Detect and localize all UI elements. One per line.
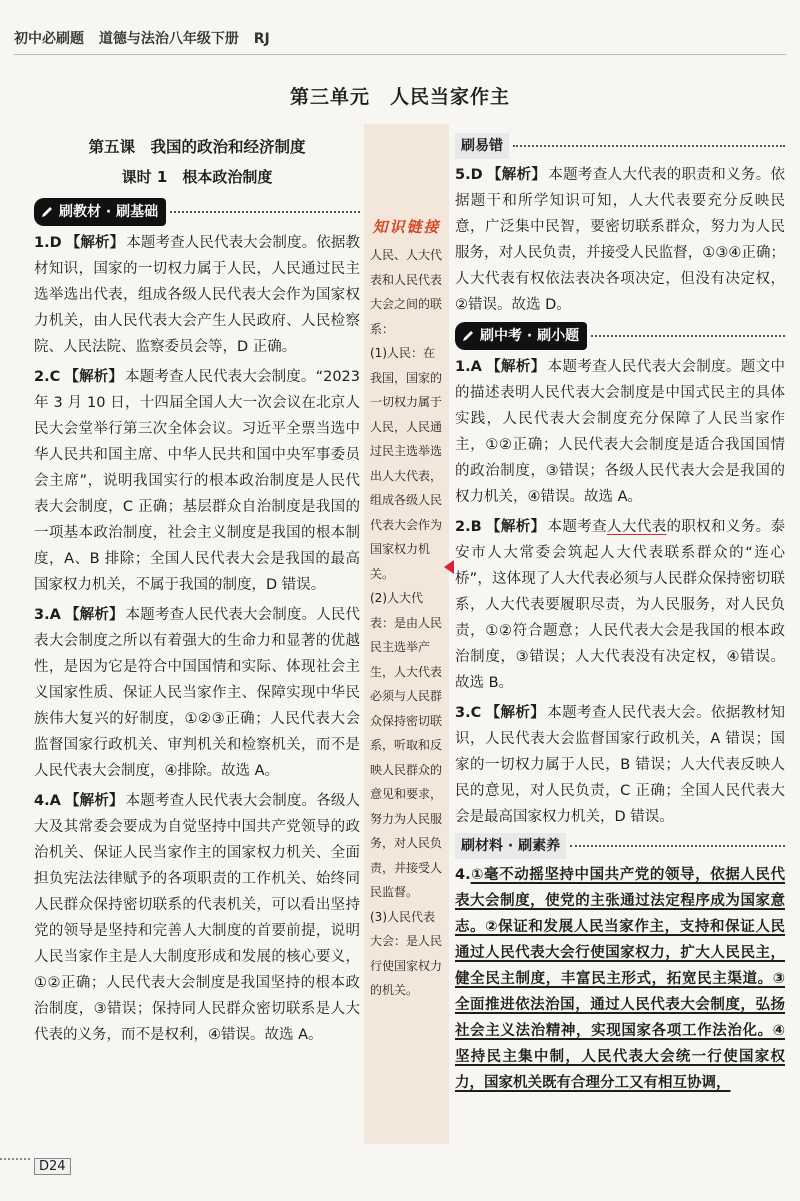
right-column	[455, 130, 785, 1100]
section-banner-textbook	[34, 200, 360, 224]
answer-text: 本题考查人民代表大会制度。“2023 年 3 月 10 日，十四届全国人大一次会议在北京人民大会堂举行第三次全体会议。习近平全票当选中华人民共和国主席、中华人民共和国中央军事委员会主席”，说明我国实行的根本政治制度是人民代表大会制度，C 正确；基层群众自治制度是我国的一项基本政治制度，社会主义制度是我国的根本制度，A、B 排除；全国人民代表大会是我国的最高国家权力机关，不属于我国的制度，D 错误。	[34, 369, 360, 593]
analysis-tag: 【解析】	[485, 705, 546, 721]
answer-item	[34, 230, 360, 360]
page-number: D24	[34, 1158, 71, 1175]
answer-letter: D	[470, 167, 483, 183]
analysis-tag: 【解析】	[485, 359, 546, 375]
sidebar-point-1: (1)人民：在我国，国家的一切权力属于人民，人民通过民主选举选出人大代表，组成各级人民代表大会作为国家权力机关。	[370, 346, 443, 581]
sidebar-point-3: (3)人民代表大会：是人民行使国家权力的机关。	[370, 909, 443, 997]
corner-decoration	[0, 1158, 30, 1160]
answer-letter: A	[49, 793, 61, 809]
answer-text: 的职权和义务。泰安市人大常委会筑起人大代表联系群众的“连心桥”，这体现了人大代表必须与人民群众保持密切联系，人大代表要履职尽责，为人民服务，对人民负责，①②符合题意；人民代表大会是我国的根本政治制度，③错误；人大代表没有决定权，④错误。故选 B。	[455, 519, 786, 691]
left-column	[34, 134, 360, 1052]
answer-letter: B	[470, 519, 482, 535]
analysis-tag: 【解析】	[65, 235, 125, 251]
section-label: 刷教材 · 刷基础	[59, 204, 159, 220]
answer-number: 1.	[34, 235, 50, 251]
answer-item	[34, 602, 360, 784]
analysis-tag: 【解析】	[485, 519, 546, 535]
answer-text: 本题考查	[547, 519, 607, 535]
section-banner-material	[455, 834, 785, 858]
answer-number: 4.	[34, 793, 50, 809]
sidebar-point-2: (2)人大代表：是由人民民主选举产生，人大代表必须与人民群众保持密切联系，听取和反映人民群众的意见和要求，努力为人民服务，对人民负责，并接受人民监督。	[370, 591, 443, 899]
pen-icon	[461, 329, 475, 343]
pen-icon	[40, 205, 54, 219]
answer-item	[455, 162, 785, 318]
answer-text: 本题考查人民代表大会制度。依据教材知识，国家的一切权力属于人民，人民通过民主选举选出代表，组成各级人民代表大会作为国家权力机关，由人民代表大会产生人民政府、人民检察院、人民法院、监察委员会等，D 正确。	[34, 235, 361, 355]
section-banner-easy-mistakes	[455, 134, 785, 158]
answer-number: 2.	[34, 369, 50, 385]
sidebar-title: 知识链接	[372, 218, 441, 236]
answer-number: 5.	[455, 167, 471, 183]
unit-title: 第三单元 人民当家作主	[289, 86, 510, 108]
section-banner-exam	[455, 324, 785, 348]
answer-item	[34, 788, 360, 1048]
answer-item	[455, 862, 785, 1096]
answer-letter: A	[49, 607, 61, 623]
answer-number: 2.	[455, 519, 471, 535]
section-label: 刷材料 · 刷素养	[455, 833, 566, 859]
answer-item	[455, 354, 785, 510]
sidebar-intro: 人民、人大代表和人民代表大会之间的联系：	[370, 248, 443, 336]
answer-letter: D	[49, 235, 62, 251]
section-label: 刷中考 · 刷小题	[480, 328, 580, 344]
answer-number: 4.	[455, 867, 471, 883]
answer-text: 本题考查人民代表大会。依据教材知识，人民代表大会监督国家行政机关，A 错误；国家的一切权力属于人民，B 错误；人大代表反映人民的意见，对人民负责，C 正确；全国人民代表大会是最高国家权力机关，D 错误。	[455, 705, 786, 825]
answer-letter: C	[470, 705, 482, 721]
answer-item	[34, 364, 360, 598]
red-pointer-icon	[444, 560, 454, 574]
answer-text: ①毫不动摇坚持中国共产党的领导，依据人民代表大会制度，使党的主张通过法定程序成为国家意志。②保证和发展人民当家作主，支持和保证人民通过人民代表大会行使国家权力，扩大人民民主，健全民主制度，丰富民主形式，拓宽民主渠道。③全面推进依法治国，通过人民代表大会制度，弘扬社会主义法治精神，实现国家各项工作法治化。④坚持民主集中制，人民代表大会统一行使国家权力，国家机关既有合理分工又有相互协调，	[455, 867, 785, 1091]
highlighted-term: 人大代表	[606, 519, 667, 535]
answer-text: 本题考查人民代表大会制度。题文中的描述表明人民代表大会制度是中国式民主的具体实践，人民代表大会制度充分保障了人民当家作主，①②正确；人民代表大会制度是适合我国国情的政治制度，③错误；各级人民代表大会是我国的权力机关，④错误。故选 A。	[455, 359, 786, 505]
answer-text: 本题考查人民代表大会制度。人民代表大会制度之所以有着强大的生命力和显著的优越性，是因为它是符合中国国情和实际、体现社会主义国家性质、保证人民当家作主、保障实现中华民族伟大复兴的好制度，①②③正确；人民代表大会监督国家行政机关、审判机关和检察机关，而不是人民代表大会制度，④排除。故选 A。	[34, 607, 361, 779]
answer-number: 1.	[455, 359, 471, 375]
analysis-tag: 【解析】	[486, 167, 547, 183]
answer-item	[455, 700, 785, 830]
answer-item	[455, 514, 785, 696]
lesson-title: 第五课 我国的政治和经济制度	[88, 138, 306, 156]
knowledge-link-sidebar	[364, 124, 449, 1144]
period-title: 课时 1 根本政治制度	[121, 168, 273, 186]
answer-letter: C	[49, 369, 61, 385]
analysis-tag: 【解析】	[64, 793, 124, 809]
answer-number: 3.	[34, 607, 50, 623]
section-label: 刷易错	[455, 133, 509, 159]
edition: RJ	[253, 31, 270, 47]
book-name: 道德与法治八年级下册	[98, 31, 239, 47]
series-name: 初中必刷题	[14, 31, 84, 47]
answer-number: 3.	[455, 705, 471, 721]
analysis-tag: 【解析】	[64, 607, 124, 623]
answer-text: 本题考查人大代表的职责和义务。依据题干和所学知识可知，人大代表要充分反映民意，广泛集中民智，要密切联系群众，努力为人民服务，对人民负责，并接受人民监督，①③④正确；人大代表有权依法表决各项决定，但没有决定权，②错误。故选 D。	[455, 167, 786, 313]
running-header	[14, 28, 280, 50]
answer-text: 本题考查人民代表大会制度。各级人大及其常委会要成为自觉坚持中国共产党领导的政治机关、保证人民当家作主的国家权力机关、全面担负宪法法律赋予的各项职责的工作机关、始终同人民群众保持密切联系的代表机关，可以看出坚持党的领导是坚持和完善人大制度的首要前提，说明人民当家作主是人大制度形成和发展的核心要义，①②正确；人民代表大会制度是我国坚持的根本政治制度，③错误；保持同人民群众密切联系是人大代表的义务，而不是权利，④错误。故选 A。	[34, 793, 361, 1043]
analysis-tag: 【解析】	[64, 369, 124, 385]
header-divider	[14, 54, 786, 55]
answer-letter: A	[470, 359, 482, 375]
